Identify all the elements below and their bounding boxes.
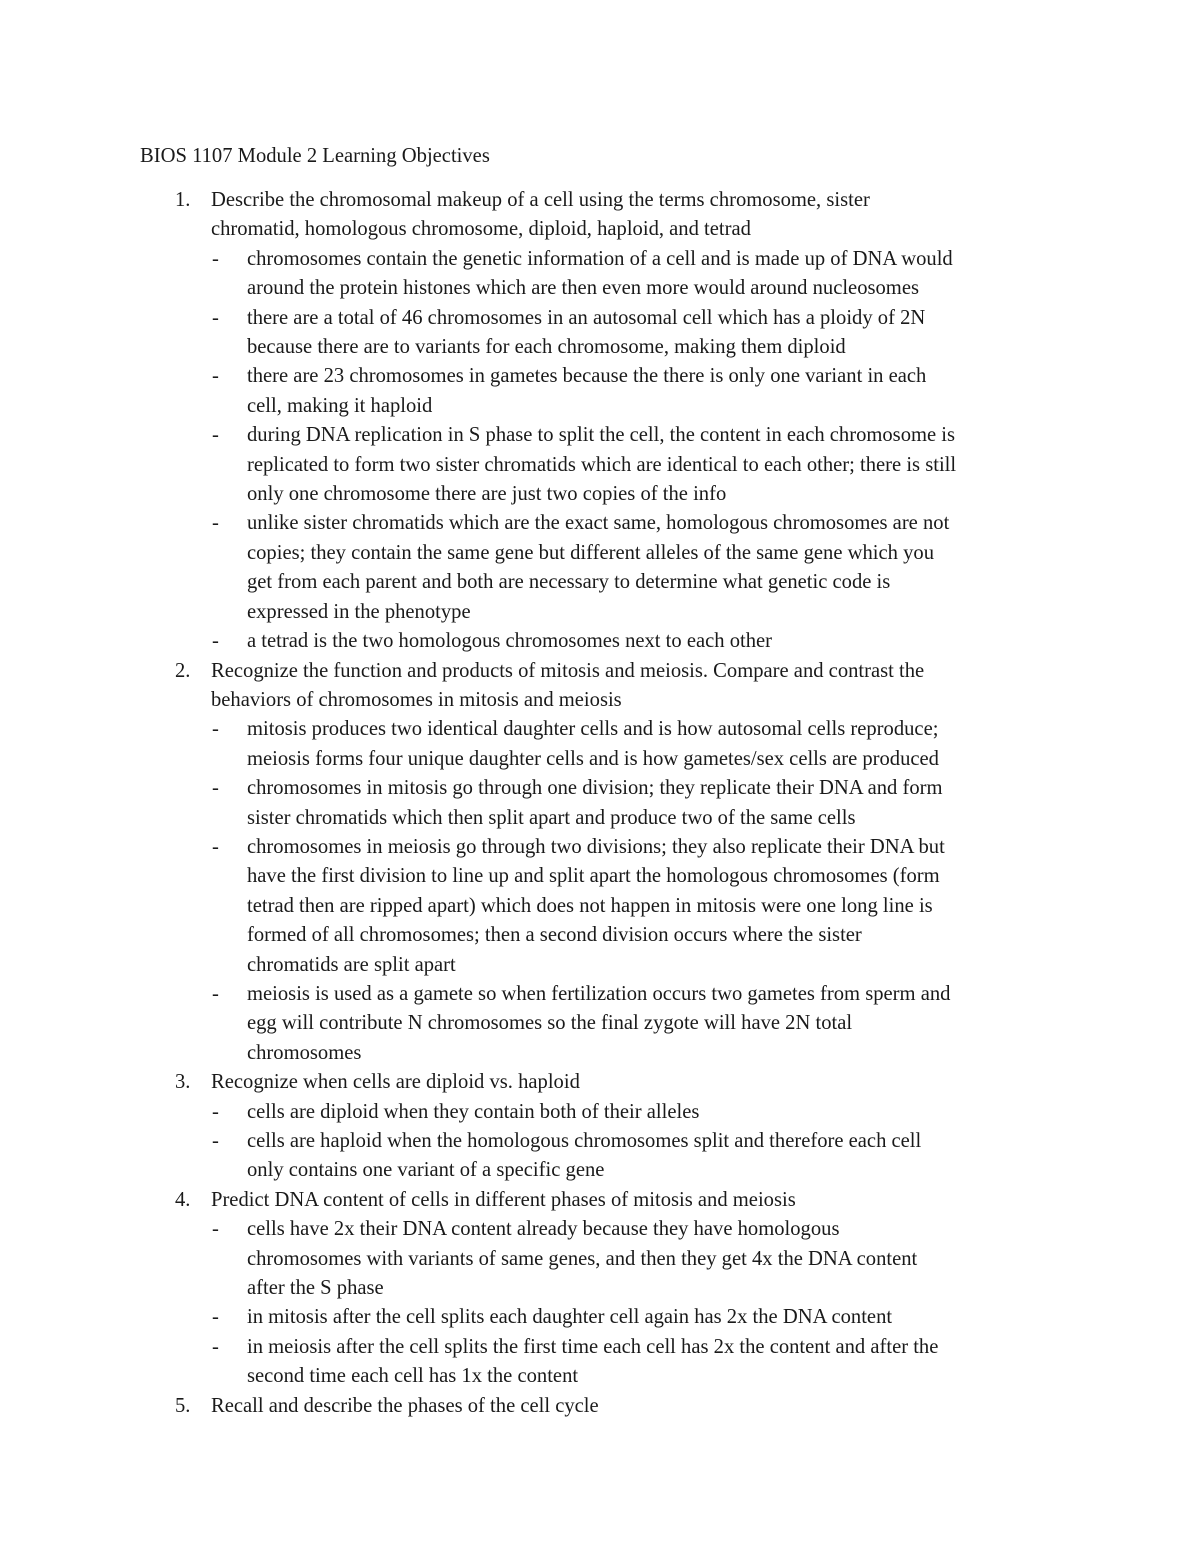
bullet-point-text-line: second time each cell has 1x the content [247, 1365, 579, 1388]
dash-bullet-marker: - [212, 1100, 219, 1123]
objective-text [211, 186, 991, 245]
dash-bullet-marker: - [212, 306, 219, 329]
bullet-point [0, 980, 1200, 1068]
bullet-point-text-line: chromosomes with variants of same genes, and then they get 4x the DNA content [247, 1247, 918, 1270]
bullet-point-text-line: after the S phase [247, 1277, 384, 1300]
bullet-point-text-line: because there are to variants for each chromosome, making them diploid [247, 336, 846, 359]
bullet-point-text-line: egg will contribute N chromosomes so the final zygote will have 2N total [247, 1012, 853, 1035]
bullet-point-text [247, 421, 1067, 509]
bullet-point [0, 1333, 1200, 1392]
dash-bullet-marker: - [212, 365, 219, 388]
bullet-point-text-line: have the first division to line up and split apart the homologous chromosomes (form [247, 865, 940, 888]
bullet-point-text [247, 1127, 1067, 1186]
bullet-point-text-line: mitosis produces two identical daughter cells and is how autosomal cells reproduce; [247, 718, 939, 741]
bullet-point-text-line: chromosomes [247, 1041, 362, 1064]
bullet-point-text-line: around the protein histones which are then even more would around nucleosomes [247, 277, 919, 300]
dash-bullet-marker: - [212, 512, 219, 535]
bullet-point-text-line: formed of all chromosomes; then a second division occurs where the sister [247, 924, 862, 947]
bullet-point [0, 715, 1200, 774]
objective-item [0, 1068, 1200, 1186]
bullet-point-text [247, 245, 1067, 304]
objective-text-line: Recall and describe the phases of the cell cycle [211, 1394, 599, 1417]
bullet-point-text-line: sister chromatids which then split apart and produce two of the same cells [247, 806, 856, 829]
bullet-point [0, 304, 1200, 363]
bullet-point-text [247, 1303, 1067, 1332]
dash-bullet-marker: - [212, 982, 219, 1005]
objective-text [211, 1392, 991, 1421]
dash-bullet-marker: - [212, 630, 219, 653]
dash-bullet-marker: - [212, 835, 219, 858]
bullet-point-text [247, 774, 1067, 833]
bullet-point-text-line: cells are diploid when they contain both of their alleles [247, 1100, 700, 1123]
learning-objectives-list [0, 186, 1200, 1421]
bullet-point [0, 1127, 1200, 1186]
bullet-point [0, 509, 1200, 627]
bullet-point-text-line: copies; they contain the same gene but different alleles of the same gene which you [247, 541, 934, 564]
dash-bullet-marker: - [212, 1130, 219, 1152]
bullet-point-text [247, 1215, 1067, 1303]
bullet-point-text [247, 627, 1067, 656]
bullet-point-text-line: only one chromosome there are just two copies of the info [247, 483, 727, 506]
bullet-point-text-line: chromosomes contain the genetic information of a cell and is made up of DNA would [247, 247, 953, 270]
objective-points-list [0, 715, 1200, 1068]
objective-text [211, 657, 991, 716]
dash-bullet-marker: - [212, 1218, 219, 1241]
bullet-point-text-line: meiosis forms four unique daughter cells and is how gametes/sex cells are produced [247, 747, 939, 770]
dash-bullet-marker: - [212, 247, 219, 270]
bullet-point-text [247, 980, 1067, 1068]
dash-bullet-marker: - [212, 1335, 219, 1358]
bullet-point-text-line: only contains one variant of a specific gene [247, 1159, 605, 1182]
bullet-point [0, 245, 1200, 304]
objective-item [0, 1186, 1200, 1392]
objective-text-line: Predict DNA content of cells in different phases of mitosis and meiosis [211, 1188, 796, 1211]
bullet-point [0, 362, 1200, 421]
objective-text [211, 1068, 991, 1097]
bullet-point-text-line: tetrad then are ripped apart) which does not happen in mitosis were one long line is [247, 894, 933, 917]
objective-number: 1. [175, 189, 191, 211]
dash-bullet-marker: - [212, 424, 219, 447]
objective-number: 2. [175, 659, 191, 682]
bullet-point-text-line: unlike sister chromatids which are the exact same, homologous chromosomes are not [247, 512, 950, 535]
objective-item [0, 186, 1200, 657]
bullet-point-text [247, 833, 1067, 980]
bullet-point-text [247, 1333, 1067, 1392]
objective-points-list [0, 1215, 1200, 1391]
bullet-point [0, 774, 1200, 833]
dash-bullet-marker: - [212, 1306, 219, 1329]
bullet-point-text-line: get from each parent and both are necessary to determine what genetic code is [247, 571, 891, 594]
bullet-point-text-line: chromosomes in meiosis go through two divisions; they also replicate their DNA but [247, 835, 945, 858]
objective-points-list [0, 245, 1200, 657]
bullet-point [0, 627, 1200, 656]
bullet-point-text [247, 1098, 1067, 1127]
bullet-point-text-line: cell, making it haploid [247, 394, 433, 417]
bullet-point-text-line: a tetrad is the two homologous chromosomes next to each other [247, 630, 773, 653]
objective-text-line: behaviors of chromosomes in mitosis and meiosis [211, 688, 622, 711]
bullet-point-text-line: chromosomes in mitosis go through one division; they replicate their DNA and form [247, 777, 943, 800]
objective-points-list [0, 1098, 1200, 1186]
bullet-point [0, 1215, 1200, 1303]
bullet-point-text-line: expressed in the phenotype [247, 600, 471, 623]
bullet-point [0, 1303, 1200, 1332]
bullet-point-text-line: meiosis is used as a gamete so when fertilization occurs two gametes from sperm and [247, 982, 951, 1005]
objective-text [211, 1186, 991, 1215]
dash-bullet-marker: - [212, 718, 219, 741]
bullet-point-text-line: cells have 2x their DNA content already because they have homologous [247, 1218, 840, 1241]
bullet-point-text-line: during DNA replication in S phase to split the cell, the content in each chromosome is [247, 424, 956, 447]
bullet-point-text-line: replicated to form two sister chromatids which are identical to each other; there is still [247, 453, 957, 476]
objective-item [0, 657, 1200, 1069]
objective-number: 3. [175, 1071, 191, 1094]
objective-text-line: Recognize the function and products of mitosis and meiosis. Compare and contrast the [211, 659, 925, 682]
objective-text-line: chromatid, homologous chromosome, diploid, haploid, and tetrad [211, 218, 751, 241]
bullet-point-text-line: in meiosis after the cell splits the first time each cell has 2x the content and after the [247, 1335, 939, 1358]
bullet-point-text-line: cells are haploid when the homologous chromosomes split and therefore each cell [247, 1130, 922, 1152]
bullet-point-text [247, 715, 1067, 774]
dash-bullet-marker: - [212, 777, 219, 800]
bullet-point-text-line: there are 23 chromosomes in gametes because the there is only one variant in each [247, 365, 927, 388]
objective-text-line: Describe the chromosomal makeup of a cell using the terms chromosome, sister [211, 189, 870, 211]
bullet-point-text [247, 509, 1067, 627]
bullet-point-text-line: in mitosis after the cell splits each daughter cell again has 2x the DNA content [247, 1306, 893, 1329]
bullet-point [0, 421, 1200, 509]
bullet-point [0, 1098, 1200, 1127]
objective-item [0, 1392, 1200, 1421]
bullet-point-text-line: there are a total of 46 chromosomes in an autosomal cell which has a ploidy of 2N [247, 306, 926, 329]
document-title: BIOS 1107 Module 2 Learning Objectives [140, 145, 490, 167]
bullet-point-text-line: chromatids are split apart [247, 953, 456, 976]
bullet-point [0, 833, 1200, 980]
objective-number: 4. [175, 1188, 191, 1211]
bullet-point-text [247, 304, 1067, 363]
objective-text-line: Recognize when cells are diploid vs. haploid [211, 1071, 580, 1094]
objective-number: 5. [175, 1394, 191, 1417]
bullet-point-text [247, 362, 1067, 421]
